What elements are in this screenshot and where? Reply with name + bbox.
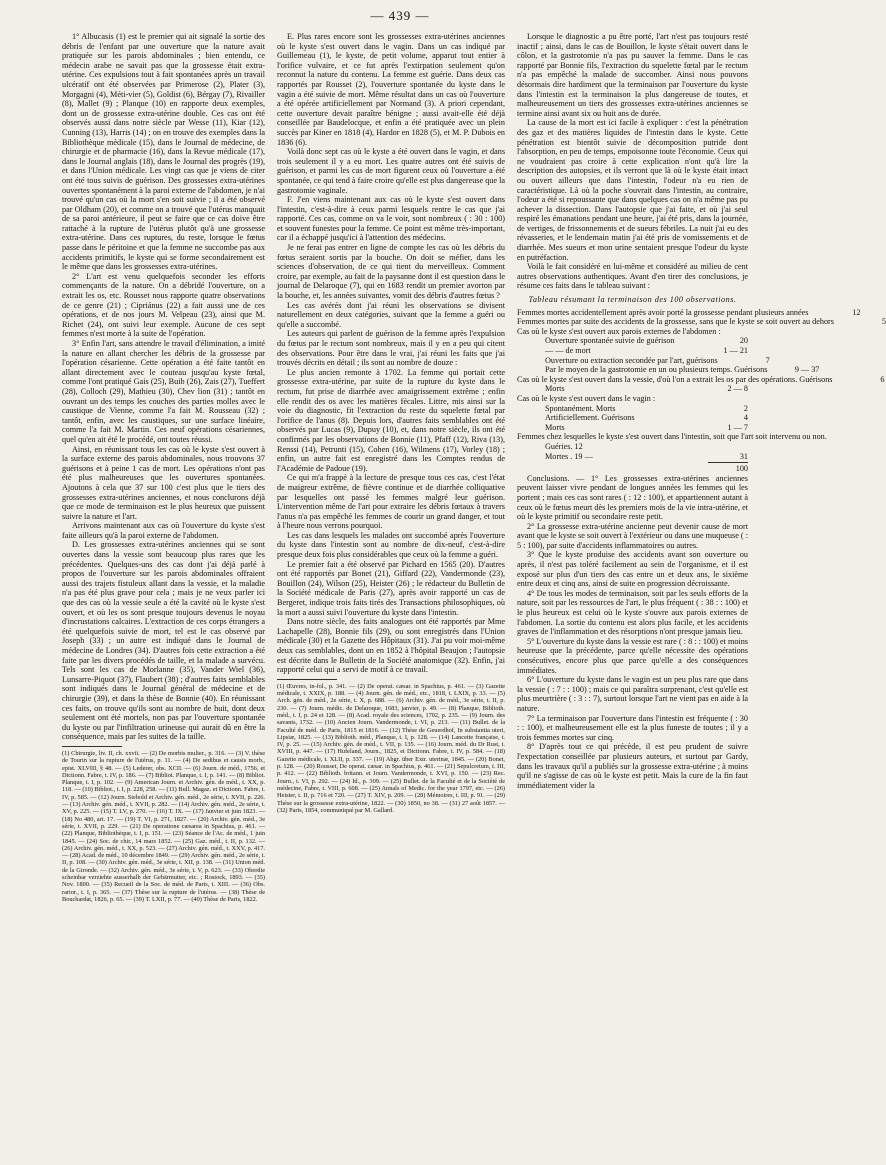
paragraph: F. J'en viens maintenant aux cas où le kyste s'est ouvert dans l'intestin, c'est-à-dire à ceux parmi lesquels rentre le cas que j'ai rapporté. Ces cas, comme on va le voir, sont nombreux ( : 30 : 100) et souvent funestes pour la femme. Ce point est même très-important, car il a échappé jusqu'ici à l'attention des médecins. [277, 195, 505, 243]
row-label: Mortes . 19 — [545, 451, 593, 461]
row-value: 6 [880, 374, 885, 384]
middle-column [277, 32, 505, 814]
conclusion: 4° De tous les modes de terminaison, soit par les seuls efforts de la nature, soit par les ressources de l'art, le plus fréquent ( : 38 : : 100) et le plus heureux est celui où le kyste s'ouvre aux parois externes de l'abdomen. La sortie du contenu est alors plus facile, et les accidents graves de l'inflammation et des résorptions n'ont presque jamais lieu. [517, 588, 748, 637]
conclusion: 8° D'après tout ce qui précède, il est peu prudent de suivre l'expectation conseillée par plusieurs auteurs, et surtout par Gardy, dans les travaux qu'il a publiés sur la grossesse extra-utérine ; à moins qu'il ne s'agisse de cas où le kyste est petit. Mais la cure de la fin faut immédiatement vider la [517, 742, 748, 790]
table-row [517, 346, 748, 356]
paragraph: Les cas avérés dont j'ai réuni les observations se divisent naturellement en deux catégories, suivant que la femme a guéri ou qu'elle a succombé. [277, 300, 505, 329]
summary-table [517, 307, 886, 474]
table-row [517, 317, 886, 327]
row-label: Femmes chez lesquelles le kyste s'est ouvert dans l'intestin, soit que l'art soit intervenu ou non. [517, 432, 827, 442]
row-value: 5 [881, 317, 886, 327]
row-value: 31 [739, 451, 748, 461]
paragraph: Lorsque le diagnostic a pu être porté, l'art n'est pas toujours resté inactif ; ainsi, dans le cas de Bouillon, le kyste s'était ouvert dans le côlon, et la gastrotomie n'a pas pu sauver la femme. Dans le cas rapporté par Bonnie fils, l'extraction du squelette fœtal par le rectum n'a pas empêché la malade de succomber. Ainsi nous pouvons désormais dire hardiment que la terminaison par l'ouverture du kyste dans l'intestin est la terminaison la plus dangereuse de toutes, et malheureusement un tiers des grossesses extra-utérines anciennes se termine ainsi avant six ou huit ans de durée. [517, 32, 748, 118]
right-column [517, 32, 886, 790]
row-value: 1 — 7 [727, 422, 748, 432]
conclusion: 5° L'ouverture du kyste dans la vessie est rare ( : 8 : : 100) et moins heureuse que la précédente, parce qu'elle nécessite des opérations consécutives, encore plus que parce qu'elle a des conséquences immédiates. [517, 636, 748, 675]
page-number: — 439 — [370, 8, 430, 23]
conclusion: Conclusions. — 1° Les grossesses extra-utérines anciennes peuvent laisser vivre pendant de longues années les femmes qui les portent ; mais ces cas sont rares ( : 12 : 100), et appartiennent autant à ceux où le fœtus meurt dès les premiers mois de la vie intra-utérine, et où le kyste primitif ou secondaire reste petit. [517, 473, 748, 522]
table-row [517, 413, 748, 423]
left-column [62, 32, 265, 903]
paragraph: Dans notre siècle, des faits analogues ont été rapportés par Mme Lachapelle (28), Bonnie fils (29), ou sont enregistrés dans l'Union médicale (30) et la Gazette des Hôpitaux (31). J'ai pu voir moi-même deux cas semblables, dont un en 1852 à l'hôpital Beaujon ; l'autopsie est décrite dans le Bulletin de la Société anatomique (32). Enfin, j'ai rapporté celui qui a servi de motif à ce travail. [277, 617, 505, 675]
row-value: 12 [852, 307, 861, 317]
conclusion: 7° La terminaison par l'ouverture dans l'intestin est fréquente ( : 30 : : 100), et malheureusement elle est la plus funeste de toutes ; il y a trois femmes mortes sur cinq. [517, 713, 748, 742]
table-row [517, 374, 885, 385]
row-label: Spontanément. Morts [545, 403, 616, 413]
paragraph: Ainsi, en réunissant tous les cas où le kyste s'est ouvert à la surface externe des parois abdominales, nous trouvons 37 guérisons et à peine 1 cas de mort. Les opérations n'ont pas été plus malheureuses que les ouvertures spontanées. Ajoutons à cela que 37 sur 100 c'est plus que le tiers des grossesses extra-utérines anciennes, et nous conclurons déjà que ce mode de terminaison est le plus heureux que puissent suivre la nature et l'art. [62, 444, 265, 521]
paragraph: Je ne ferai pas entrer en ligne de compte les cas où les débris du fœtus seraient sortis par la bouche. On doit se méfier, dans les sciences d'observation, de ce qui tient du merveilleux. Comment croire, par exemple, au fait de la paysanne dont il est question dans le journal de Delaroque (7), qui en 1683 rendit un premier avorton par la bouche, et, les années suivantes, vomit des débris d'autres fœtus ? [277, 243, 505, 301]
table-row [517, 336, 748, 346]
table-row [517, 394, 748, 404]
table-title: Tableau résumant la terminaison des 100 observations. [528, 295, 737, 305]
conclusion: 6° L'ouverture du kyste dans le vagin est un peu plus rare que dans la vessie ( : 7 : : 100) ; mais ce qui paraîtra surprenant, c'est qu'elle est plus meurtrière ( : 3 : : 7), surtout lorsque l'art ne vient pas en aide à la nature. [517, 675, 748, 713]
paragraph: D. Les grossesses extra-utérines anciennes qui se sont ouvertes dans la vessie sont beaucoup plus rares que les précédentes. Quelques-uns des cas dont j'ai déjà parlé à propos de l'ouverture sur les parois abdominales offraient aussi des trajets fistuleux allant dans la vessie, et la maladie n'a pas été plus grave pour cela ; mais je ne veux parler ici que des cas où la vessie seule a été la cavité où le kyste s'est ouvert, et où les os sont presque toujours devenus le noyau d'incrustations calcaires. L'extraction de ces corps étrangers a été quelquefois suivie de mort, tel est le cas observé par Joseph (33) ; un autre est indiqué dans le Journal de médecine de Londres (34). D'autres fois cette extraction a été faite par les divers procédés de taille, et la malade a survécu. Tels sont les cas de Morlanne (35), Vander Wiel (36), Lunsarre-Piquot (37), Flaubert (38) ; d'autres faits semblables sont indiqués dans le Journal général de médecine et de chirurgie (39), et dans la thèse de Bonnie (40). En réunissant ces faits, on trouve qu'ils sont au nombre de huit, dont deux seulement ont été mortels, non pas par l'ouverture spontanée du kyste ou par l'infiltration urineuse qui aurait dû en être la conséquence, mais par les suites de la taille. [62, 540, 265, 742]
row-label: Artificiellement. Guérisons [545, 413, 635, 423]
row-label: Femmes mortes par suite des accidents de la grossesse, sans que le kyste se soit ouvert au dehors [517, 317, 834, 327]
row-label: Morts [545, 384, 565, 394]
paragraph: Le plus ancien remonte à 1702. La femme qui portait cette grossesse extra-utérine, par suite de la rupture du kyste dans le rectum, fut prise de diarrhée avec amaigrissement extrême ; enfin elle rendit des os avec les matières fécales. Littre, mis ainsi sur la voie du diagnostic, fit l'extraction du reste du squelette fœtal par l'orifice de l'anus (8). Depuis lors, d'autres faits semblables ont été observés par Lucas (9), Dupuy (10), et, dans notre siècle, ils ont été confirmés par les observations de Bonnie (11), Pfaff (12), Riva (13), Renssi (14), Petrunti (15), Cohen (16), Wilmens (17), Vorley (18) ; enfin, un autre fait est enregistré dans les Comptes rendus de l'Académie de Padoue (19). [277, 367, 505, 473]
table-row [517, 307, 861, 318]
conclusion: 2° La grossesse extra-utérine ancienne peut devenir cause de mort avant que le kyste se soit ouvert à l'extérieur ou dans une muqueuse ( : 5 : 100), par suite d'accidents inflammatoires ou autres. [517, 521, 748, 550]
table-row [517, 355, 770, 366]
row-value: 9 — 37 [794, 365, 820, 375]
paragraph: Ce qui m'a frappé à la lecture de presque tous ces cas, c'est l'état de maigreur extrême, de fièvre continue et de diarrhée colliquative par lesquelles ont passé les femmes malgré leur guérison. L'intervention même de l'art pour extraire les débris fœtaux à travers l'anus n'a pas empêché les femmes de courir un grand danger, et tout à l'heure nous verrons pourquoi. [277, 473, 505, 531]
row-value: 2 — 8 [727, 384, 748, 394]
table-row [517, 404, 748, 414]
paragraph: Le premier fait a été observé par Pichard en 1565 (20). D'autres ont été rapportés par Bonet (21), Giffard (22), Vandermonde (23), Bouillon (24), Wilson (25), Heister (26) ; le rédacteur du Bulletin de la Société médicale de Paris (27), après avoir rapporté un cas de Bergeret, indique trois faits tirés des Transactions philosophiques, où la mort a aussi suivi l'ouverture du kyste dans l'intestin. [277, 559, 505, 617]
table-row [517, 432, 827, 442]
table-row [517, 327, 748, 337]
table-row [517, 423, 748, 433]
row-label: Ouverture spontanée suivie de guérison [545, 336, 675, 346]
footnotes: (1) Œuvres, in-fol., p. 341. — (2) De operat. cæsar. in Spachius, p. 461. — (3) Gazette médicale, t. XXIX, p. 188. — (4) Journ. gén. de méd., etc., 1818, t. LXIX, p. 33. — (5) Arch. gén. de méd., 2e série, t. X, p. 688. — (6) Archiv. gén. de méd., 3e série, t. II, p. 230. — (7) Journ. médic. de Delaroque, 1683, janvier, p. 49. — (8) Planque, Biblioth. méd., t. I, p. 24 et 128. — (8) Acad. royale des sciences, 1702, p. 235. — (9) Journ. des savants, 1732. — (10) Ancien Journ. Vandermonde, t. VI, p. 213. — (11) Bullet. de la Faculté de méd. de Paris, 1815 et 1816. — (12) Thèse de Geuerdhof, In substantia uteri, Lipsiæ, 1825. — (13) Biblioth. méd., Planque, t. I, p. 128. — (14) Lancette française, t. IV, p. 25. — (15) Archiv. gén. de méd., t. VII, p. 135. — (16) Journ. méd. du Dr Rust, t. XVIII, p. 447. — (17) Hufeland, Journ., 1825, et Dictionn. Fabre, t. IV, p. 584. — (18) Gazette médicale, t. XLII, p. 337. — (19) Abgr. über Extr. uterinæ, 1845. — (20) Bonet, p. 128. — (20) Rousset, De operat. cæsar. in Spachius, p. 461. — (21) Sepulcretum, t. III, p. 412. — (22) Biblioth. britann. et Journ. Vandermonde, t. XVI, p. 150. — (23) Rec. Journ., t. VI, p. 292. — (24) Id., p. 309. — (25) Bullet. de la Faculté et de la Société de médecine, Fabre, t. VIII, p. 608. — (25) Annals of Medic. for the year 1797, etc. — (26) Heister, t. II, p. 716 et 720. — (27) T. XIV, p. 209. — (28) Mémoires, t. III, p. 91. — (29) Thèse sur la grossesse extra-utérine, 1822. — (30) 1850, no 38. — (31) 27 août 1857. — (32) Paris, 1854, communiqué par M. Gallard. [277, 682, 505, 814]
footnote-divider [277, 679, 337, 680]
row-label: Ouverture ou extraction secondée par l'art, guérisons [545, 355, 718, 365]
row-label: Cas où le kyste s'est ouvert dans la vessie, d'où l'on a extrait les os par des opérations. Guérisons [517, 374, 833, 384]
row-label: Cas où le kyste s'est ouvert aux parois externes de l'abdomen : [517, 326, 721, 336]
footnote-divider [62, 746, 122, 747]
row-label: Morts [545, 422, 565, 432]
row-label: Par le moyen de la gastrotomie en un ou plusieurs temps. Guérisons [545, 365, 768, 375]
row-value: 20 [739, 336, 748, 346]
conclusion: 3° Que le kyste produise des accidents avant son ouverture ou après, il n'est pas toléré facilement au sein de l'organisme, et il est exposé sur plus d'un tiers des cas entre un et deux ans, le sixième entre deux et cinq ans, ainsi de suite en progression décroissante. [517, 550, 748, 589]
row-value: 2 [743, 403, 748, 413]
paragraph: 3° Enfin l'art, sans attendre le travail d'élimination, a imité la nature en allant chercher les débris de la grossesse par l'opération césarienne. Cette opération a été faite tantôt en allant directement avec le couteau jusqu'au kyste fœtal, comme l'ont pratiqué Gais (25), Buib (26), Zais (27), Tueffert (28), Colloch (29), Mathieu (30), Chev lion (31) ; tantôt en ouvrant un des temps les couches des parties molles avec le caustique de Vienne, comme l'a fait M. Rousseau (32) ; tantôt, enfin, avec les caustiques, sur une surface linéaire, comme l'a fait M. Martin. Ces neuf opérations césariennes, quel qu'en ait été le procédé, ont toutes réussi. [62, 339, 265, 444]
table-row [517, 384, 748, 394]
row-value: 4 [743, 413, 748, 423]
table-row [517, 442, 748, 452]
paragraph: E. Plus rares encore sont les grossesses extra-utérines anciennes où le kyste s'est ouvert dans le vagin. Dans un cas indiqué par Guillemeau (1), le kyste, de petit volume, apparut tout entier à l'orifice vulvaire, et ce fut après l'extirpation seulement qu'on reconnut la nature du contenu. La femme est guérie. Dans deux cas rapportés par Rousset (2), l'ouverture spontanée du kyste dans le vagin a été suivie de mort. Même résultat dans un cas où l'ouverture a été opérée artificiellement par Normand (3). A priori cependant, cette ouverture devait paraître bénigne ; aussi avait-elle été déjà conseillée par Baudelocque, et enfin a été pratiquée avec un plein succès par Kiner en 1818 (4), Hardor en 1828 (5), et M. P. Dubois en 1836 (6). [277, 32, 505, 147]
table-row [517, 365, 820, 375]
paragraph: Les auteurs qui parlent de guérison de la femme après l'expulsion du fœtus par le rectum sont nombreux, mais il y en a peu qui citent des observations. Pour être dans le vrai, j'ai réuni les faits que j'ai trouvés décrits en détail ; ils sont au nombre de douze : [277, 329, 505, 368]
row-label: — — de mort [545, 346, 591, 355]
footnotes: (1) Chirurgie, liv. II, ch. xxvii. — (2) De morbis mulier., p. 316. — (3) V. thèse de Tourin sur la rupture de l'utérus, p. 11. — (4) De sedibus et causis morb., epist. XLVIII, § 48. — (5) Lederer, obs. XCII. — (6) Journ. de méd., 1756, et Dictionn. Fabre, t. IV, p. 186. — (7) Bibliot. Planque, t. I, p. 141. — (8) Bibliot. Planque, t. I, p. 102. — (9) American Journ. et Archiv. gén. de méd., t. XX, p. 118. — (10) Bibliot., t. I, p. 228, 258. — (11) Bull. Magaz. et Dictionn. Fabre, t. IV, p. 585. — (12) Journ. Siebold et Archiv. gén. méd., 2e série, t. XVII, p. 226. — (13) Archiv. gén. méd., t. XVII, p. 282. — (14) Archiv. gén. méd., 2e série, t. XV, p. 225. — (15) T. LV, p. 270. — (16) T. IX. — (17) Janvier et juin 1823. — (18) No 480, art. 17. — (19) T. VI, p. 271, 1827. — (20) Archiv. gén. méd., 3e série, t. XVII, p. 229. — (21) De operatione cæsarea in Spachius, p. 461. — (22) Planque, Bibliothèque, t. I, p. 151. — (23) Séance de l'Ac. de méd., 1 juin 1845. — (24) Soc. de chir., 14 mars 1852. — (25) Gaz. méd., t. II, p. 132. — (26) Archiv. gén. méd., t. XX, p. 523. — (27) Archiv. gén. méd., t. XXV, p. 417. — (28) Acad. de méd., 10 décembre 1849. — (29) Archiv. gén. méd., 2e série, t. II, p. 108. — (30) Archiv. gén. méd., 3e série, t. XII, p. 138. — (31) Union méd. de la Gironde. — (32) Archiv. gén. méd., 3e série, t. V, p. 623. — (33) Oberdie scheinbar verziehte ausserhalb der Gebärmutter, etc. ; Rostock, 1893. — (35) Nov. 1800. — (35) Recueil de la Soc. de méd. de Paris, t. XIII. — (36) Obs. rarior., t. I, p. 365. — (37) Thèse sur la rupture de l'utérus. — (38) Thèse de Bouchardat, 1826, p. 65. — (39) T. LXII, p. 77. — (40) Thèse de Paris, 1822. [62, 749, 265, 903]
row-label: Femmes mortes accidentellement après avoir porté la grossesse pendant plusieurs années [517, 307, 809, 317]
paragraph: Voilà donc sept cas où le kyste a été ouvert dans le vagin, et dans trois seulement il y a eu mort. Les quatre autres ont été suivis de guérison, et parmi les cas de mort figurent ceux où l'ouverture a été spontanée, ce qui tend à faire croire qu'elle est plus dangereuse que la gastrotomie vaginale. [277, 147, 505, 195]
paragraph: La cause de la mort est ici facile à expliquer : c'est la pénétration des gaz et des matières liquides de l'intestin dans le kyste. Cette pénétration est bientôt suivie de décomposition putride dont l'absorption, en peu de temps, empoisonne toute l'économie. Ceux qui ne voudraient pas croire à cette explication n'ont qu'à lire la description des autopsies, et ils verront que là où le kyste était intact ou ouvert ailleurs que dans l'intestin, l'odeur n'a eu rien de caractéristique. Là où la poche s'ouvrait dans l'intestin, au contraire, l'odeur a été si repoussante que dans quelques cas on n'a même pas pu achever la dissection. Dans l'autopsie que j'ai faite, et où j'ai seul respiré les émanations pendant une heure, j'ai été pris, dans la journée, de vertiges, de frissonnements et de sueurs fébriles. La nuit j'ai eu des révasseries, et le lendemain matin j'ai été pris de vomissements et de diarrhée. Mes sueurs et mon urine sentaient presque l'odeur du kyste en putréfaction. [517, 118, 748, 262]
paragraph: Voilà le fait considéré en lui-même et considéré au milieu de cent autres observations authentiques. Avant d'en tirer des conclusions, je résume ces faits dans le tableau suivant : [517, 262, 748, 291]
paragraph: 1° Albucasis (1) est le premier qui ait signalé la sortie des débris de l'enfant par une ouverture que la nature avait pratiquée sur les parois abdominales ; bien entendu, ce médecin arabe ne savait pas que la grossesse était extra-utérine. Ces expulsions tout à fait spontanées après un travail ulcératif ont été observées par Primerose (2), Plater (3), Morgagni (4), Méti-vier (5), Goldist (6), Bérgay (7), Rivailler (8), Mallet (9) ; Planque (10) en rapporte deux exemples, dont un de grossesse extra-utérine double. Ces cas ont été observés aussi dans notre siècle par Wesse (11), Kiar (12), Cunning (13), Harris (14) ; on en trouve des exemples dans la Bibliothèque médicale (15), dans le Journal de médecine, de chirurgie et de pharmacie (16), dans la Revue médicale (17), dans le Journal anglais (18), dans le Journal des progrès (19), et dans l'Union médicale. Les vingt cas que je viens de citer ont été tous suivis de guérison. Des grossesses extra-utérines ouvertes spontanément à la paroi externe de l'abdomen, je n'ai trouvé qu'un cas où la mort s'en soit suivie ; il a été observé par Oldham (20), et comme on a trouvé que l'utérus manquait de sa paroi antérieure, il peut se faire que ce cas doive être rattaché à la rupture de l'utérus plutôt qu'à une grossesse extra-utérine. Dans ces ruptures, du reste, lorsque le fœtus passe dans le péritoine et que la femme ne succombe pas aux accidents primitifs, le kyste qui se forme secondairement est le même que dans les grossesses extra-utérines. [62, 32, 266, 272]
row-value: 1 — 21 [723, 346, 748, 355]
table-total: 100 [735, 464, 748, 474]
paragraph: 2° L'art est venu quelquefois seconder les efforts commençants de la nature. On a débridé l'ouverture, on a extrait les os, etc. Rousset nous rapporte quatre observations de ce genre (21) ; Cipriánus (22) a fait aussi une de ces opérations, et de nos jours M. Velpeau (23), ainsi que M. Richet (24), ont suivi leur exemple. Aucune de ces sept femmes n'est morte à la suite de l'opération. [62, 271, 265, 339]
paragraph: Les cas dans lesquels les malades ont succombé après l'ouverture du kyste dans l'intestin sont au nombre de dix-neuf, c'est-à-dire presque deux fois plus considérables que ceux où la femme a guéri. [277, 530, 505, 560]
row-label: Cas où le kyste s'est ouvert dans le vagin : [517, 393, 656, 403]
table-row [517, 452, 748, 462]
total-divider [708, 462, 748, 463]
paragraph: Arrivons maintenant aux cas où l'ouverture du kyste s'est faite ailleurs qu'à la paroi externe de l'abdomen. [62, 521, 265, 540]
row-value: 7 [765, 355, 770, 365]
row-label: Guéries. 12 [545, 441, 583, 451]
